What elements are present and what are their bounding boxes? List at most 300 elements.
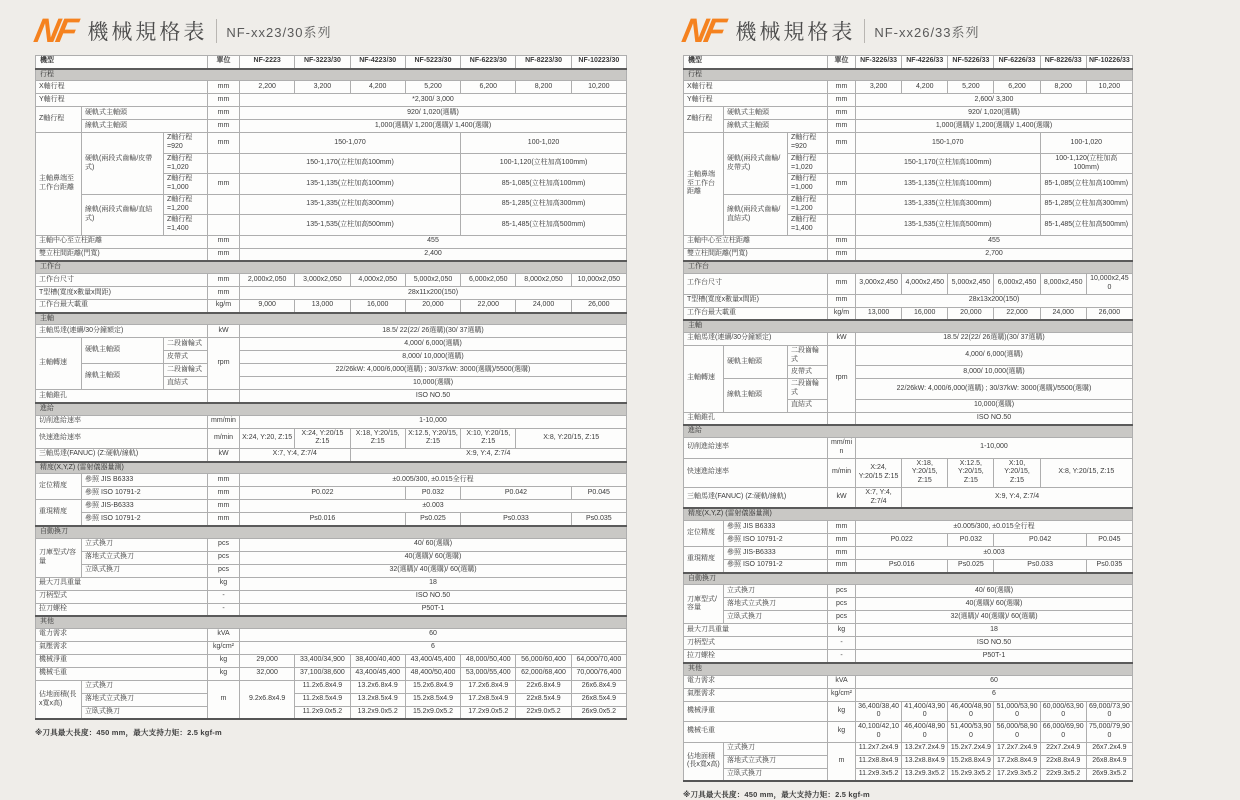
value-cell: 26x9.0x5.2 [571,706,626,719]
section-header: 精度(X,Y,Z) (雷射儀器量測) [684,508,1133,520]
row-label: 線軌式主軸頭 [82,120,208,133]
unit-cell: kW [208,325,240,338]
value-cell: 150-1,070 [856,133,1041,154]
value-cell: Ps0.025 [405,513,460,526]
value-cell: 26x8.8x4.9 [1086,755,1132,768]
unit-cell: kg [208,667,240,680]
value-cell: 56,000/58,900 [994,722,1040,743]
value-cell: 26x6.8x4.9 [571,680,626,693]
value-cell: 40/ 60(選購) [856,585,1133,598]
column-header: NF-8223/30 [516,56,571,69]
row-label: 參照 JIS-B6333 [724,547,828,560]
value-cell: 1,000(選購)/ 1,200(選購)/ 1,400(選購) [856,120,1133,133]
unit-cell: kg/m [208,300,240,313]
unit-cell: kg [828,701,856,722]
value-cell: 13.2x8.8x4.9 [902,755,948,768]
value-cell: 150-1,170(立柱加高100mm) [240,153,461,174]
value-cell: 22x9.0x5.2 [516,706,571,719]
column-header: NF-5223/30 [405,56,460,69]
row-label: 二段齒輪式 [788,345,828,366]
row-label: 刀柄型式 [684,637,828,650]
value-cell: 11.2x8.8x4.9 [856,755,902,768]
value-cell: X:12.5, Y:20/15, Z:15 [948,458,994,487]
value-cell: 17.2x6.8x4.9 [461,680,516,693]
row-label: X軸行程 [684,81,828,94]
value-cell: 51,400/53,900 [948,722,994,743]
value-cell: 18.5/ 22(22/ 26選購)(30/ 37選購) [240,325,627,338]
value-cell: 75,000/79,900 [1086,722,1132,743]
value-cell: Ps0.016 [240,513,406,526]
unit-cell: mm [828,534,856,547]
value-cell: 8,000x2,050 [516,274,571,287]
row-label: 氣壓需求 [36,641,208,654]
value-cell: 4,000/ 6,000(選購) [856,345,1133,366]
row-label: Z軸行程 [684,107,724,133]
value-cell: 1-10,000 [856,438,1133,459]
value-cell: X:24, Y:20/15 Z:15 [295,428,350,449]
row-label: 參照 ISO 10791-2 [724,560,828,573]
row-label: 刀柄型式 [36,590,208,603]
unit-cell: pcs [828,598,856,611]
row-label: 線軌(兩段式齒輪/直結式) [82,194,164,235]
row-label: Z軸行程=1,400 [164,215,208,236]
row-label: 線軌(兩段式齒輪/直結式) [724,194,788,235]
unit-cell: mm [828,81,856,94]
value-cell: P0.042 [461,487,572,500]
value-cell: 62,000/68,400 [516,667,571,680]
value-cell: P0.022 [856,534,948,547]
page-title: 機械規格表 [735,21,856,44]
value-cell: P0.042 [994,534,1086,547]
column-header: 單位 [828,56,856,69]
value-cell: 4,200 [350,81,405,94]
row-label: 皮帶式 [164,351,208,364]
sheet-title-left [30,10,627,52]
value-cell: P50T-1 [856,650,1133,663]
unit-cell: mm [208,474,240,487]
unit-cell [208,153,240,174]
series-label: NF-xx26/33系列 [874,24,980,40]
row-label: 氣壓需求 [684,688,828,701]
section-header: 行程 [684,69,1133,81]
value-cell: ISO NO.50 [856,637,1133,650]
unit-cell: kg [208,654,240,667]
spec-table-left [35,55,627,720]
row-label: 機械淨重 [684,701,828,722]
row-label: 落地式立式換刀 [724,755,828,768]
unit-cell: mm [208,235,240,248]
value-cell: 26x7.2x4.9 [1086,742,1132,755]
row-label: 佔地面積(長x寬x高) [684,742,724,781]
value-cell: 455 [240,235,627,248]
value-cell: 85-1,285(立柱加高300mm) [461,194,627,215]
value-cell: 28x13x200(150) [856,294,1133,307]
value-cell: 37,100/38,600 [295,667,350,680]
unit-cell: mm [828,560,856,573]
value-cell: X:8, Y:20/15, Z:15 [1040,458,1132,487]
row-label: 硬軌(兩段式齒輪/皮帶式) [724,133,788,195]
value-cell: 66,000/69,900 [1040,722,1086,743]
value-cell: 15.2x9.3x5.2 [948,768,994,781]
value-cell: 10,000x2,050 [571,274,626,287]
value-cell: 17.2x9.3x5.2 [994,768,1040,781]
row-label: 立臥式換刀 [724,611,828,624]
column-header: NF-6226/33 [994,56,1040,69]
value-cell: 20,000 [405,300,460,313]
value-cell: X:18, Y:20/15, Z:15 [902,458,948,487]
row-label: 主軸中心至立柱距離 [684,235,828,248]
section-header: 自動換刀 [36,526,627,538]
row-label: 落地式立式換刀 [82,693,208,706]
value-cell: ±0.005/300, ±0.015全行程 [856,521,1133,534]
value-cell: 18 [240,577,627,590]
value-cell: 15.2x9.0x5.2 [405,706,460,719]
value-cell: 13.2x9.3x5.2 [902,768,948,781]
value-cell: 2,700 [856,248,1133,261]
value-cell: X:18, Y:20/15, Z:15 [350,428,405,449]
unit-cell: mm/min [208,415,240,428]
value-cell: 15.2x8.5x4.9 [405,693,460,706]
value-cell: 10,200 [1086,81,1132,94]
value-cell: 13.2x6.8x4.9 [350,680,405,693]
value-cell: X:9, Y:4, Z:7/4 [902,487,1133,508]
unit-cell: pcs [208,538,240,551]
value-cell: 29,000 [240,654,295,667]
section-header: 自動換刀 [684,573,1133,585]
row-label: 佔地面積(長x寬x高) [36,680,82,719]
value-cell: 2,400 [240,248,627,261]
value-cell: 28x11x200(150) [240,287,627,300]
value-cell: 3,200 [856,81,902,94]
unit-cell: mm [208,174,240,195]
row-label: 直結式 [164,377,208,390]
row-label: 參照 JIS-B6333 [82,500,208,513]
row-label: 切削進給速率 [36,415,208,428]
value-cell: 4,000/ 6,000(選購) [240,338,627,351]
column-header: NF-2223 [240,56,295,69]
row-label: Z軸行程=1,000 [164,174,208,195]
unit-cell: rpm [208,338,240,390]
unit-cell [828,412,856,425]
value-cell: 9,000 [240,300,295,313]
value-cell: 6,200 [994,81,1040,94]
value-cell: 64,000/70,400 [571,654,626,667]
value-cell: 6,000x2,050 [461,274,516,287]
value-cell: 2,000x2,050 [240,274,295,287]
section-header: 主軸 [36,313,627,325]
value-cell: 3,000x2,450 [856,274,902,295]
row-label: 立式換刀 [82,680,208,693]
value-cell: 40,100/42,100 [856,722,902,743]
value-cell: 16,000 [902,307,948,320]
row-label: 直結式 [788,399,828,412]
unit-cell: mm [828,174,856,195]
row-label: 參照 JIS B6333 [724,521,828,534]
page-title: 機械規格表 [87,21,208,44]
unit-cell: mm [208,513,240,526]
row-label: 主軸馬達(連續/30分鐘額定) [36,325,208,338]
row-label: 立式換刀 [82,538,208,551]
value-cell: 70,000/76,400 [571,667,626,680]
value-cell: 1,000(選購)/ 1,200(選購)/ 1,400(選購) [240,120,627,133]
value-cell: 6 [856,688,1133,701]
value-cell: 43,400/45,400 [405,654,460,667]
row-label: 硬軌(兩段式齒輪/皮帶式) [82,133,164,195]
row-label: 參照 ISO 10791-2 [82,513,208,526]
value-cell: 6,000x2,450 [994,274,1040,295]
row-label: Z軸行程 [36,107,82,133]
value-cell: 56,000/60,400 [516,654,571,667]
value-cell: X:8, Y:20/15, Z:15 [516,428,627,449]
value-cell: ISO NO.50 [240,390,627,403]
value-cell: 135-1,335(立柱加高300mm) [856,194,1041,215]
row-label: Z軸行程=920 [788,133,828,154]
value-cell: 20,000 [948,307,994,320]
value-cell: 2,600/ 3,300 [856,94,1133,107]
value-cell: 85-1,485(立柱加高500mm) [461,215,627,236]
unit-cell: mm [828,235,856,248]
row-label: 主軸鼻端至工作台距離 [36,133,82,236]
value-cell: 15.2x6.8x4.9 [405,680,460,693]
unit-cell: mm [208,133,240,154]
unit-cell: kW [828,332,856,345]
value-cell: X:7, Y:4, Z:7/4 [856,487,902,508]
value-cell: 10,000(選購) [240,377,627,390]
row-label: 機械毛重 [36,667,208,680]
row-label: 快速進給速率 [36,428,208,449]
value-cell: 6,200 [461,81,516,94]
row-label: 主軸轉速 [36,338,82,390]
row-label: 三軸馬達(FANUC) (Z:硬軌/線軌) [684,487,828,508]
column-header: 單位 [208,56,240,69]
unit-cell: mm [208,274,240,287]
column-header: NF-10226/33 [1086,56,1132,69]
value-cell: 5,000x2,450 [948,274,994,295]
unit-cell: mm [828,120,856,133]
value-cell: 16,000 [350,300,405,313]
unit-cell: kW [208,449,240,462]
value-cell: 13.2x7.2x4.9 [902,742,948,755]
row-label: 工作台尺寸 [684,274,828,295]
row-label: 線軌主軸頭 [724,379,788,413]
value-cell: 48,000/50,400 [461,654,516,667]
row-label: 主軸馬達(連續/30分鐘額定) [684,332,828,345]
unit-cell: mm [828,94,856,107]
row-label: 電力需求 [36,628,208,641]
value-cell: P0.045 [571,487,626,500]
column-header: NF-3226/33 [856,56,902,69]
value-cell: 11.2x9.3x5.2 [856,768,902,781]
value-cell: 24,000 [516,300,571,313]
row-label: 立臥式換刀 [82,706,208,719]
value-cell: Ps0.035 [1086,560,1132,573]
value-cell: 8,000/ 10,000(選購) [856,366,1133,379]
unit-cell: mm [208,120,240,133]
unit-cell: mm [828,107,856,120]
footnote: ※刀具最大長度：450 mm，最大支持力矩：2.5 kgf-m [35,728,222,738]
row-label: 快速進給速率 [684,458,828,487]
row-label: 立臥式換刀 [724,768,828,781]
value-cell: P0.032 [948,534,994,547]
unit-cell: mm [208,107,240,120]
row-label: T型槽(寬度x數量x間距) [36,287,208,300]
value-cell: 60,000/63,900 [1040,701,1086,722]
row-label: 二段齒輪式 [164,364,208,377]
unit-cell: mm [208,500,240,513]
value-cell: 36,400/38,400 [856,701,902,722]
value-cell: 41,400/43,900 [902,701,948,722]
unit-cell [208,194,240,215]
row-label: 工作台尺寸 [36,274,208,287]
row-label: 拉刀螺栓 [684,650,828,663]
value-cell: 15.2x8.8x4.9 [948,755,994,768]
value-cell: P0.045 [1086,534,1132,547]
value-cell: 43,400/45,400 [350,667,405,680]
value-cell: ±0.003 [856,547,1133,560]
value-cell: 10,000x2,450 [1086,274,1132,295]
row-label: 切削進給速率 [684,438,828,459]
column-header: NF-3223/30 [295,56,350,69]
row-label: 電力需求 [684,675,828,688]
value-cell: 32,000 [240,667,295,680]
section-header: 行程 [36,69,627,81]
row-label: 落地式立式換刀 [82,551,208,564]
column-header: 機型 [36,56,208,69]
column-header: NF-4223/30 [350,56,405,69]
value-cell: 5,200 [948,81,994,94]
unit-cell: mm [828,294,856,307]
value-cell: 38,400/40,400 [350,654,405,667]
value-cell: 24,000 [1040,307,1086,320]
unit-cell: kVA [828,675,856,688]
value-cell: P0.032 [405,487,460,500]
unit-cell: mm [828,274,856,295]
row-label: 主軸錐孔 [684,412,828,425]
row-label: Z軸行程=1,000 [788,174,828,195]
value-cell: 8,000x2,450 [1040,274,1086,295]
value-cell: 10,200 [571,81,626,94]
value-cell: X:12.5, Y:20/15, Z:15 [405,428,460,449]
unit-cell: rpm [828,345,856,412]
row-label: Z軸行程=1,400 [788,215,828,236]
title-divider [864,19,865,43]
value-cell: 1-10,000 [240,415,627,428]
row-label: 硬軌主軸頭 [82,338,164,364]
value-cell: 22x7.2x4.9 [1040,742,1086,755]
value-cell: 4,000x2,450 [902,274,948,295]
value-cell: 13,000 [295,300,350,313]
unit-cell: kg [208,577,240,590]
row-label: 雙立柱間距離(門寬) [36,248,208,261]
unit-cell: - [208,590,240,603]
value-cell: 4,000x2,050 [350,274,405,287]
unit-cell [828,194,856,215]
value-cell: 5,200 [405,81,460,94]
nf-logo: NF [30,12,79,50]
unit-cell: kg/cm² [208,641,240,654]
footnote: ※刀具最大長度：450 mm，最大支持力矩：2.5 kgf-m [683,790,870,799]
row-label: 主軸錐孔 [36,390,208,403]
value-cell: 26,000 [1086,307,1132,320]
row-label: 參照 ISO 10791-2 [82,487,208,500]
value-cell: 13.2x9.0x5.2 [350,706,405,719]
value-cell: 920/ 1,020(選購) [856,107,1133,120]
row-label: 線軌主軸頭 [82,364,164,390]
row-label: 定位精度 [684,521,724,547]
value-cell: 22x9.3x5.2 [1040,768,1086,781]
row-label: 線軌式主軸頭 [724,120,828,133]
value-cell: 13.2x8.5x4.9 [350,693,405,706]
row-label: 機械毛重 [684,722,828,743]
section-header: 工作台 [36,261,627,273]
unit-cell: pcs [208,551,240,564]
unit-cell: m [828,742,856,781]
unit-cell: mm [208,287,240,300]
value-cell: ISO NO.50 [856,412,1133,425]
value-cell: 85-1,285(立柱加高300mm) [1040,194,1132,215]
row-label: 拉刀螺栓 [36,603,208,616]
row-label: Y軸行程 [36,94,208,107]
value-cell: 135-1,535(立柱加高500mm) [856,215,1041,236]
section-header: 進給 [36,403,627,415]
row-label: 重現精度 [36,500,82,526]
unit-cell: mm [828,547,856,560]
value-cell: 100-1,020 [461,133,627,154]
value-cell: 8,000/ 10,000(選購) [240,351,627,364]
row-label: Z軸行程=1,020 [164,153,208,174]
value-cell: 135-1,535(立柱加高500mm) [240,215,461,236]
row-label: X軸行程 [36,81,208,94]
value-cell: X:10, Y:20/15, Z:15 [994,458,1040,487]
value-cell: 150-1,070 [240,133,461,154]
value-cell: 8,200 [1040,81,1086,94]
row-label: 立式換刀 [724,585,828,598]
value-cell: 53,000/55,400 [461,667,516,680]
value-cell: 2,200 [240,81,295,94]
value-cell: P0.022 [240,487,406,500]
unit-cell: mm [208,248,240,261]
row-label: 皮帶式 [788,366,828,379]
unit-cell: mm [828,521,856,534]
unit-cell: pcs [208,564,240,577]
column-header: NF-6223/30 [461,56,516,69]
value-cell: 26,000 [571,300,626,313]
row-label: 最大刀具重量 [684,624,828,637]
value-cell: 69,000/73,900 [1086,701,1132,722]
value-cell: 135-1,135(立柱加高100mm) [856,174,1041,195]
row-label: 刀庫型式/容量 [36,538,82,577]
unit-cell: mm/min [828,438,856,459]
value-cell: 40(選購)/ 60(選購) [240,551,627,564]
value-cell: 17.2x9.0x5.2 [461,706,516,719]
section-header: 主軸 [684,320,1133,332]
value-cell: 455 [856,235,1133,248]
unit-cell: m/min [828,458,856,487]
unit-cell [828,153,856,174]
value-cell: 9.2x6.8x4.9 [240,680,295,719]
value-cell: X:24, Y:20, Z:15 [240,428,295,449]
value-cell: 11.2x7.2x4.9 [856,742,902,755]
value-cell: 100-1,120(立柱加高100mm) [1040,153,1132,174]
unit-cell: mm [828,248,856,261]
unit-cell: kW [828,487,856,508]
section-header: 其他 [684,663,1133,675]
row-label: 立式換刀 [724,742,828,755]
value-cell: 48,400/50,400 [405,667,460,680]
value-cell: 60 [856,675,1133,688]
row-label: 硬軌式主軸頭 [82,107,208,120]
unit-cell: pcs [828,585,856,598]
